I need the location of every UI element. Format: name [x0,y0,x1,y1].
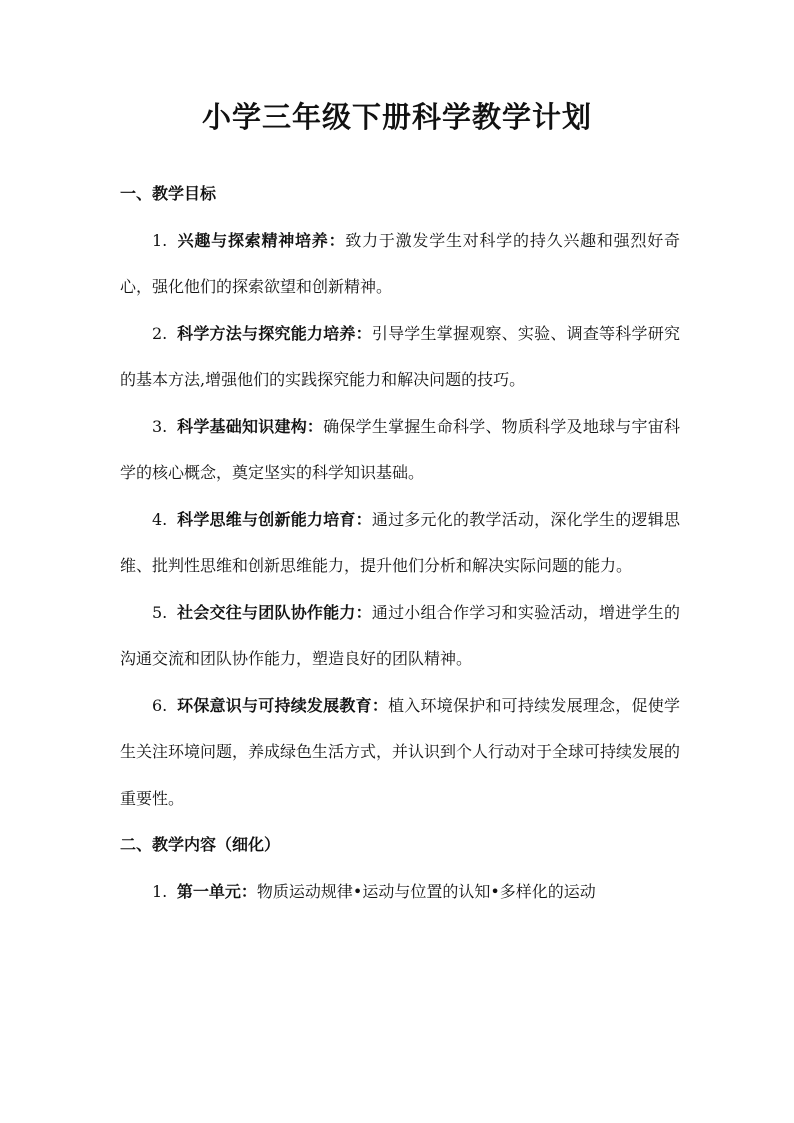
list-item [120,869,680,916]
item-number: 1. [152,230,168,250]
list-item [120,497,680,590]
section-heading: 一、教学目标 [120,184,217,203]
item-label: 科学思维与创新能力培育： [176,509,372,529]
item-label: 科学基础知识建构： [176,416,324,436]
item-text: 致力于激发学生对科学的持久兴趣和强烈好奇心，强化他们的探索欲望和创新精神。 [120,230,680,296]
item-text: 物质运动规律•运动与位置的认知•多样化的运动 [256,881,596,901]
item-label: 环保意识与可持续发展教育： [176,695,389,715]
document-body [120,171,680,915]
item-number: 4. [152,509,168,529]
list-item [120,683,680,823]
item-number: 2. [152,323,168,343]
item-label: 科学方法与探究能力培养： [176,323,372,343]
list-item [120,590,680,683]
item-label: 兴趣与探索精神培养： [176,230,346,250]
item-text: 植入环境保护和可持续发展理念，促使学生关注环境问题，养成绿色生活方式，并认识到个人行动对于全球可持续发展的重要性。 [120,695,681,808]
item-text: 确保学生掌握生命科学、物质科学及地球与宇宙科学的核心概念，奠定坚实的科学知识基础。 [120,416,680,482]
section-heading: 二、教学内容（细化） [120,835,281,854]
list-item [120,404,680,497]
list-item [120,218,680,311]
item-number: 6. [152,695,168,715]
item-label: 第一单元： [176,881,257,901]
section-teaching-goals [120,171,680,822]
item-number: 3. [152,416,168,436]
item-text: 通过小组合作学习和实验活动，增进学生的沟通交流和团队协作能力，塑造良好的团队精神。 [120,602,680,668]
list-item [120,311,680,404]
item-number: 1. [152,881,168,901]
page-title: 小学三年级下册科学教学计划 [201,100,592,135]
item-text: 通过多元化的教学活动，深化学生的逻辑思维、批判性思维和创新思维能力，提升他们分析和解决实际问题的能力。 [120,509,680,575]
item-text: 引导学生掌握观察、实验、调查等科学研究的基本方法,增强他们的实践探究能力和解决问题的技巧。 [120,323,680,389]
section-teaching-content [120,822,680,915]
item-number: 5. [152,602,168,622]
item-label: 社会交往与团队协作能力： [176,602,372,622]
